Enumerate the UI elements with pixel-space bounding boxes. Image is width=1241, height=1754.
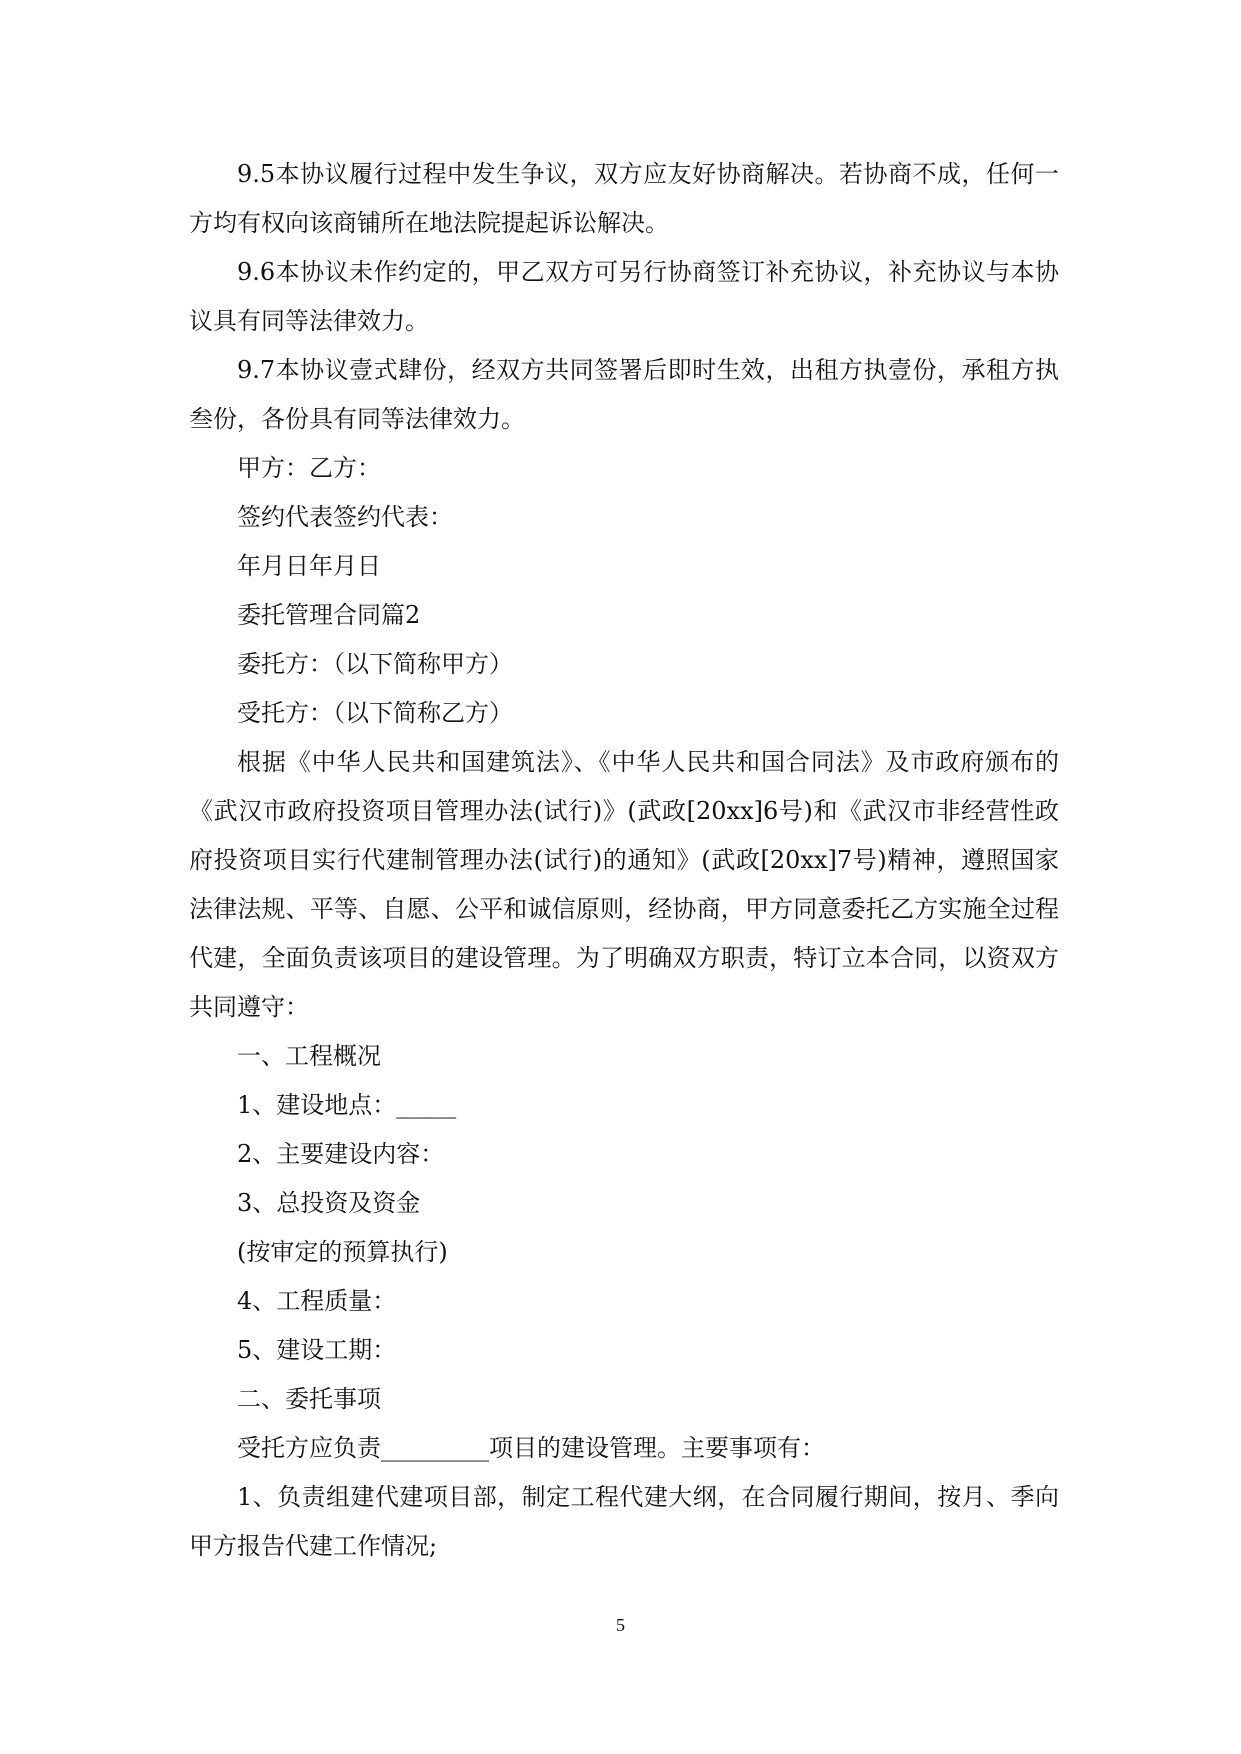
entrusted-matters-intro: 受托方应负责_________项目的建设管理。主要事项有： xyxy=(237,1434,825,1462)
page-number: 5 xyxy=(616,1615,625,1635)
paragraph-9-7: 9.7本协议壹式肆份，经双方共同签署后即时生效，出租方执壹份，承租方执叁份，各份具有同等法律效力。 xyxy=(189,356,1059,433)
contract-preamble: 根据《中华人民共和国建筑法》、《中华人民共和国合同法》及市政府颁布的《武汉市政府投资项目管理办法(试行)》(武政[20xx]6号)和《武汉市非经营性政府投资项目实行代建制管理办法(试行)的通知》(武政[20xx]7号)精神，遵照国家法律法规、平等、自愿、公平和诚信原则，经协商，甲方同意委托乙方实施全过程代建，全面负责该项目的建设管理。为了明确双方职责，特订立本合同，以资双方共同遵守： xyxy=(189,748,1059,1021)
signature-parties: 甲方：乙方： xyxy=(237,454,381,482)
item-budget-note: (按审定的预算执行) xyxy=(237,1238,448,1266)
paragraph-9-5: 9.5本协议履行过程中发生争议，双方应友好协商解决。若协商不成，任何一方均有权向该商铺所在地法院提起诉讼解决。 xyxy=(189,160,1059,237)
item-construction-site: 1、建设地点：_____ xyxy=(237,1091,457,1119)
trustee-party: 受托方：（以下简称乙方） xyxy=(237,699,513,727)
heading-entrusted-matters: 二、委托事项 xyxy=(237,1385,381,1413)
client-party: 委托方：（以下简称甲方） xyxy=(237,650,513,678)
paragraph-9-6: 9.6本协议未作约定的，甲乙双方可另行协商签订补充协议，补充协议与本协议具有同等法律效力。 xyxy=(189,258,1059,335)
item-total-investment: 3、总投资及资金 xyxy=(237,1189,421,1217)
item-construction-period: 5、建设工期： xyxy=(237,1336,397,1364)
entrusted-item-1: 1、负责组建代建项目部，制定工程代建大纲，在合同履行期间，按月、季向甲方报告代建工作情况; xyxy=(189,1483,1059,1560)
heading-project-overview: 一、工程概况 xyxy=(237,1042,381,1070)
document-body xyxy=(189,150,1059,1571)
signature-representatives: 签约代表签约代表： xyxy=(237,503,453,531)
item-project-quality: 4、工程质量： xyxy=(237,1287,397,1315)
item-main-content: 2、主要建设内容： xyxy=(237,1140,445,1168)
section-title: 委托管理合同篇2 xyxy=(237,601,421,629)
signature-dates: 年月日年月日 xyxy=(237,552,381,580)
